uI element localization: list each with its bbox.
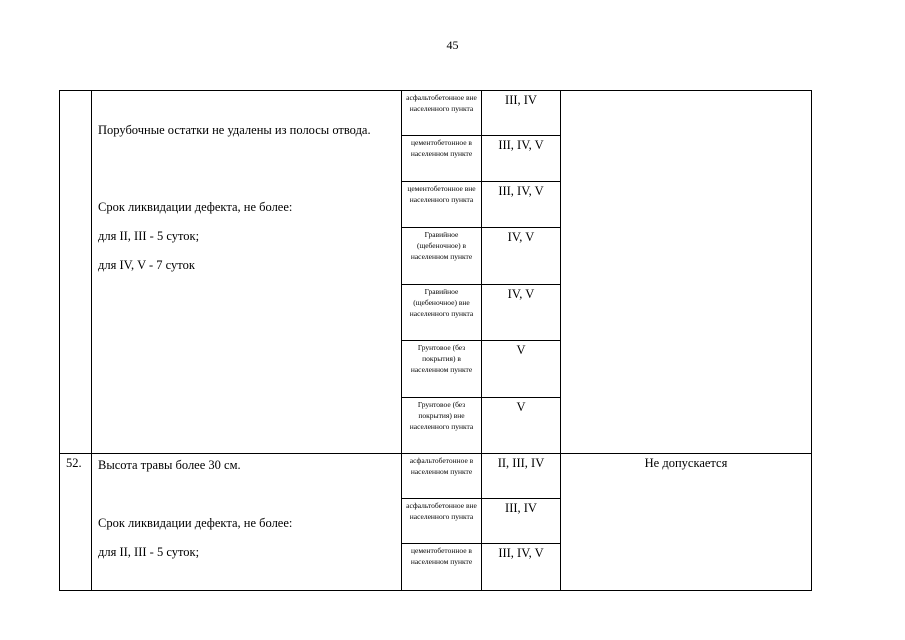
requirement-text: Не допускается xyxy=(644,456,728,470)
road-type-cell: Грунтовое (без покрытия) в населенном пункте xyxy=(401,340,482,398)
row-number-cell xyxy=(59,453,92,591)
deadline-line: для II, III - 5 суток; xyxy=(98,229,200,243)
road-type-cell: цементобетонное в населенном пункте xyxy=(401,543,482,591)
defects-table xyxy=(60,91,812,592)
road-type-cell: Гравийное (щебеночное) вне населенного пункта xyxy=(401,284,482,341)
road-category-cell: IV, V xyxy=(481,284,561,341)
deadline-line: для IV, V - 7 суток xyxy=(98,258,195,272)
requirement-cell xyxy=(560,453,812,591)
row-description-cell xyxy=(91,90,402,454)
road-type-cell: асфальтобетонное вне населенного пункта xyxy=(401,498,482,544)
road-category-cell: III, IV, V xyxy=(481,543,561,591)
road-category-cell: II, III, IV xyxy=(481,453,561,499)
requirement-cell xyxy=(560,90,812,454)
deadline-title: Срок ликвидации дефекта, не более: xyxy=(98,516,293,530)
road-type-cell: Грунтовое (без покрытия) вне населенного пункта xyxy=(401,397,482,454)
page-number: 45 xyxy=(446,38,459,52)
row-description: Порубочные остатки не удалены из полосы отвода. xyxy=(98,123,371,137)
road-category-cell: IV, V xyxy=(481,227,561,285)
road-type-cell: цементобетонное вне населенного пункта xyxy=(401,181,482,228)
road-category-cell: III, IV, V xyxy=(481,181,561,228)
row-description-cell xyxy=(91,453,402,591)
road-type-cell: цементобетонное в населенном пункте xyxy=(401,135,482,182)
deadline-title: Срок ликвидации дефекта, не более: xyxy=(98,200,293,214)
road-category-cell: III, IV xyxy=(481,498,561,544)
road-type-cell: асфальтобетонное вне населенного пункта xyxy=(401,90,482,136)
road-category-cell: V xyxy=(481,397,561,454)
deadline-line: для II, III - 5 суток; xyxy=(98,545,200,559)
road-type-cell: асфальтобетонное в населенном пункте xyxy=(401,453,482,499)
road-category-cell: III, IV, V xyxy=(481,135,561,182)
row-number: 52. xyxy=(66,456,82,470)
row-number-cell xyxy=(59,90,92,454)
road-type-cell: Гравийное (щебеночное) в населенном пункте xyxy=(401,227,482,285)
road-category-cell: III, IV xyxy=(481,90,561,136)
road-category-cell: V xyxy=(481,340,561,398)
row-description: Высота травы более 30 см. xyxy=(98,458,241,472)
